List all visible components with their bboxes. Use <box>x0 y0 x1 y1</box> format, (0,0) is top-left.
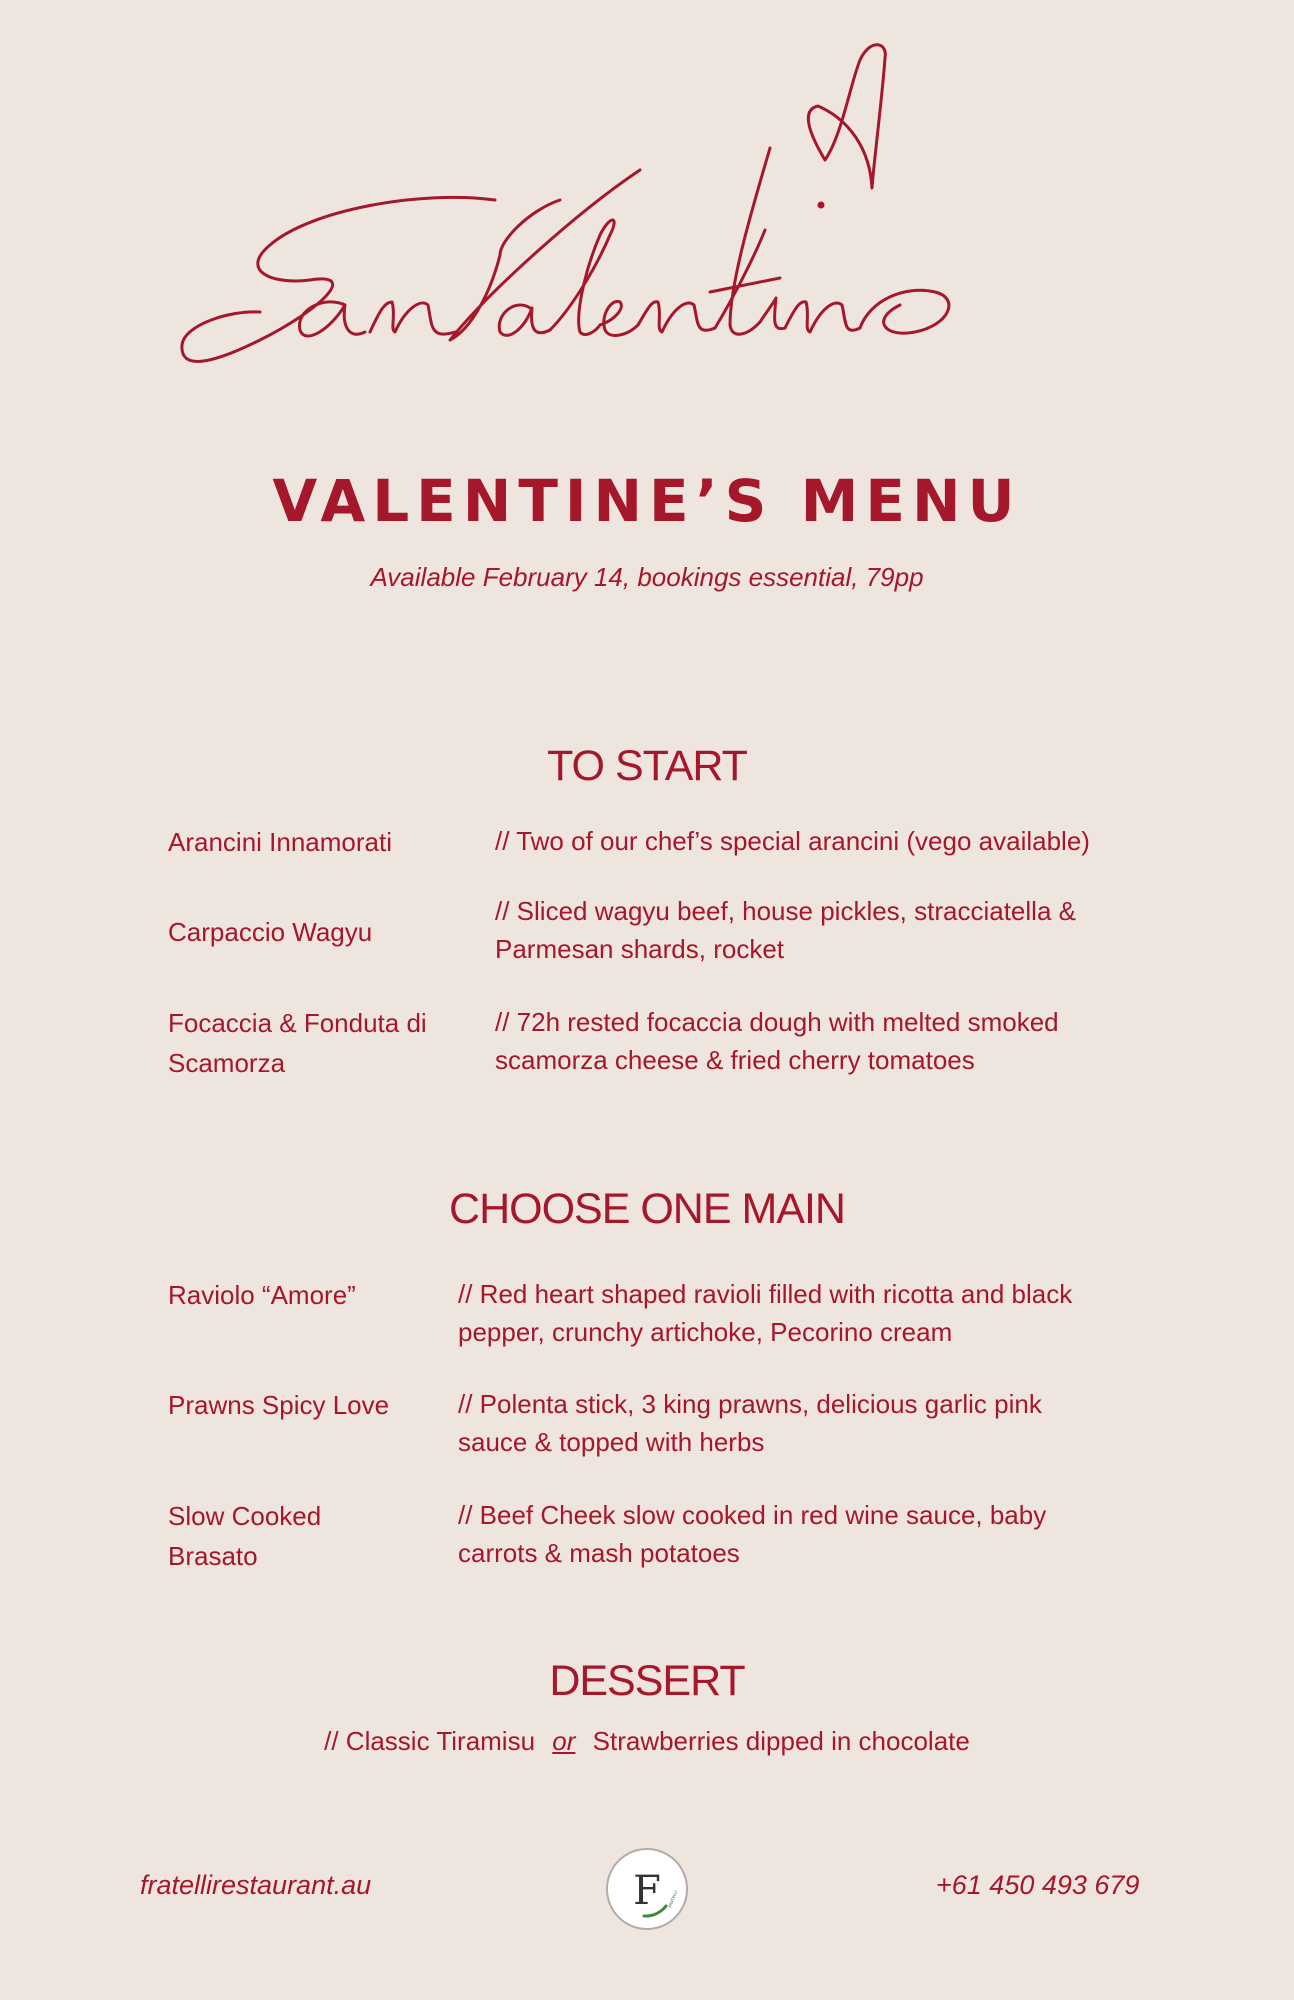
menu-subtitle: Available February 14, bookings essential, 79pp <box>370 562 924 592</box>
item-name: Prawns Spicy Love <box>168 1390 390 1420</box>
item-name: Raviolo “Amore” <box>168 1280 356 1310</box>
item-description: // Two of our chef’s special arancini (vego available) <box>495 826 1090 856</box>
item-description: // Red heart shaped ravioli filled with ricotta and black pepper, crunchy artichoke, Pecorino cream <box>458 1279 1073 1347</box>
dessert-or: or <box>552 1726 576 1756</box>
script-title-logo <box>170 40 1120 420</box>
section-title-dessert: DESSERT <box>549 1657 745 1705</box>
item-name: Focaccia & Fonduta di Scamorza <box>168 1008 427 1078</box>
item-description: // Polenta stick, 3 king prawns, delicious garlic pink sauce & topped with herbs <box>458 1389 1042 1457</box>
section-title-mains: CHOOSE ONE MAIN <box>449 1185 845 1233</box>
item-name: Arancini Innamorati <box>168 827 392 857</box>
dessert-options <box>0 1722 1294 1760</box>
dessert-option-1: // Classic Tiramisu <box>324 1726 536 1756</box>
dessert-option-2: Strawberries dipped in chocolate <box>592 1726 970 1756</box>
fratelli-logo <box>604 1846 690 1932</box>
item-name: Carpaccio Wagyu <box>168 917 373 947</box>
website-link[interactable]: fratellirestaurant.au <box>140 1870 372 1900</box>
item-description: // Beef Cheek slow cooked in red wine sauce, baby carrots & mash potatoes <box>458 1500 1047 1568</box>
menu-title: VALENTINE’S MENU <box>272 467 1022 535</box>
item-description: // Sliced wagyu beef, house pickles, stracciatella & Parmesan shards, rocket <box>495 896 1076 964</box>
phone-number[interactable]: +61 450 493 679 <box>936 1870 1140 1900</box>
item-name: Slow Cooked Brasato <box>168 1501 322 1571</box>
section-title-starters: TO START <box>547 742 747 790</box>
logo-letter: F <box>633 1868 661 1914</box>
item-description: // 72h rested focaccia dough with melted smoked scamorza cheese & fried cherry tomatoes <box>495 1007 1059 1075</box>
logo-text: FRATELLI <box>667 1889 679 1909</box>
